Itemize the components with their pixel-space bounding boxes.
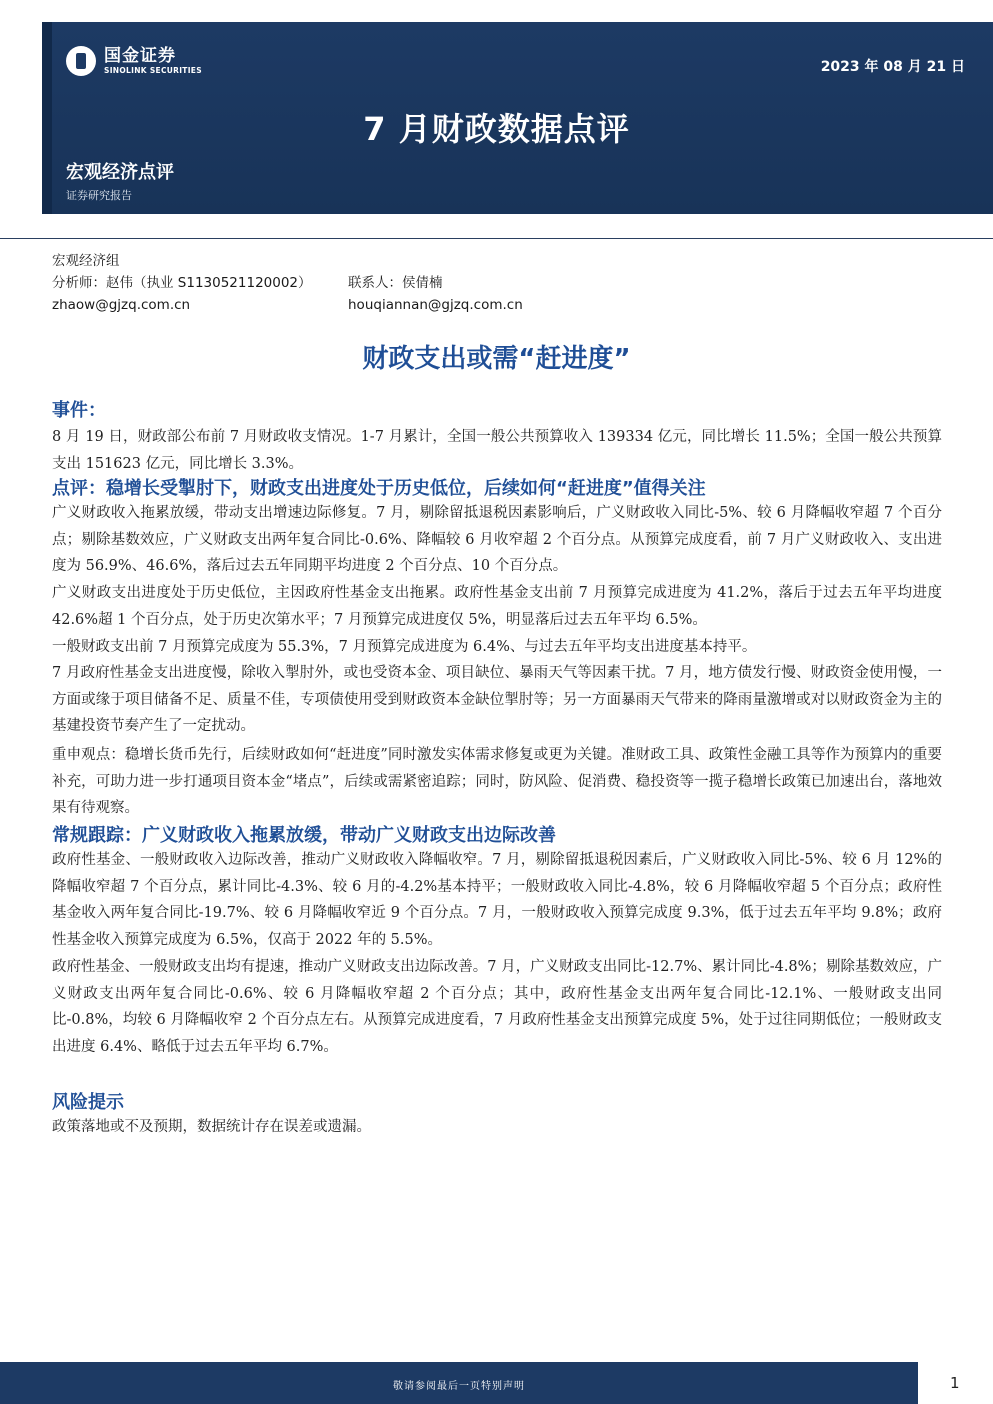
paragraph-comment-4: 7 月政府性基金支出进度慢，除收入掣肘外，或也受资本金、项目缺位、暴雨天气等因素干扰。7 月，地方债发行慢、财政资金使用慢，一方面或缘于项目储备不足、质量不佳，专项债使用受到财政资本金缺位掣肘等；另一方面暴雨天气带来的降雨量激增或对以财政资金为主的基建投资节奏产生了一定扰动。 [52, 665, 942, 734]
paragraph-tracking-1: 政府性基金、一般财政收入边际改善，推动广义财政收入降幅收窄。7 月，剔除留抵退税因素后，广义财政收入同比-5%、较 6 月 12%的降幅收窄超 7 个百分点，累计同比-4.3%、较 6 月的-4.2%基本持平；一般财政收入同比-4.8%，较 6 月降幅收窄超 5 个百分点；政府性基金收入两年复合同比-19.7%、较 6 月降幅收窄近 9 个百分点。7 月，一般财政收入预算完成度 9.3%，低于过去五年平均 9.8%；政府性基金收入预算完成度为 6.5%，仅高于 2022 年的 5.5%。 [52, 852, 942, 948]
article-headline: 财政支出或需“赶进度” [362, 344, 631, 374]
paragraph-risk: 政策落地或不及预期，数据统计存在误差或遗漏。 [52, 1119, 371, 1135]
paragraph-comment-1: 广义财政收入拖累放缓，带动支出增速边际修复。7 月，剔除留抵退税因素影响后，广义财政收入同比-5%、较 6 月降幅收窄超 7 个百分点；剔除基数效应，广义财政支出两年复合同比-0.6%、降幅较 6 月收窄超 2 个百分点。从预算完成度看，前 7 月广义财政收入、支出进度为 56.9%、46.6%，落后过去五年同期平均进度 2 个百分点、10 个百分点。 [52, 505, 942, 574]
section-title-comment: 点评：稳增长受掣肘下，财政支出进度处于历史低位，后续如何“赶进度”值得关注 [52, 478, 706, 499]
footer-disclaimer[interactable]: 敬请参阅最后一页特别声明 [393, 1381, 525, 1392]
author-row [52, 272, 523, 294]
paragraph-comment-2: 广义财政支出进度处于历史低位，主因政府性基金支出拖累。政府性基金支出前 7 月预算完成进度为 41.2%，落后于过去五年平均进度 42.6%超 1 个百分点，处于历史次第水平；7 月预算完成进度仅 5%，明显落后过去五年平均 6.5%。 [52, 585, 942, 628]
header-divider [0, 238, 993, 239]
paragraph-event: 8 月 19 日，财政部公布前 7 月财政收支情况。1-7 月累计，全国一般公共预算收入 139334 亿元，同比增长 11.5%；全国一般公共预算支出 151623 亿元，同比增长 3.3%。 [52, 429, 942, 472]
page-number: 1 [950, 1374, 960, 1392]
contact-name: 联系人：侯倩楠 [348, 275, 443, 291]
research-group: 宏观经济组 [52, 253, 120, 269]
analyst-email[interactable]: zhaow@gjzq.com.cn [52, 297, 191, 313]
logo-en: SINOLINK SECURITIES [104, 65, 202, 75]
report-date: 2023 年 08 月 21 日 [820, 59, 965, 75]
section-title-tracking: 常规跟踪：广义财政收入拖累放缓，带动广义财政支出边际改善 [52, 825, 556, 846]
analyst-name: 分析师：赵伟（执业 S1130521120002） [52, 275, 312, 291]
email-row [52, 294, 523, 316]
section-title-risk: 风险提示 [52, 1092, 124, 1113]
logo-text [104, 47, 202, 76]
report-type: 宏观经济点评 [66, 162, 174, 183]
paragraph-comment-5: 重申观点：稳增长货币先行，后续财政如何“赶进度”同时激发实体需求修复或更为关键。准财政工具、政策性金融工具等作为预算内的重要补充，可助力进一步打通项目资本金“堵点”，后续或需紧密追踪；同时，防风险、促消费、稳投资等一揽子稳增长政策已加速出台，落地效果有待观察。 [52, 747, 942, 816]
logo-cn: 国金证券 [104, 45, 176, 66]
paragraph-tracking-2: 政府性基金、一般财政支出均有提速，推动广义财政支出边际改善。7 月，广义财政支出同比-12.7%、累计同比-4.8%；剔除基数效应，广义财政支出两年复合同比-0.6%、较 6 月降幅收窄超 2 个百分点；其中，政府性基金支出两年复合同比-12.1%、一般财政支出同比-0.8%，均较 6 月降幅收窄 2 个百分点左右。从预算完成进度看，7 月政府性基金支出预算完成度 5%，处于过往同期低位；一般财政支出进度 6.4%、略低于过去五年平均 6.7%。 [52, 959, 942, 1055]
logo-icon [66, 46, 96, 76]
section-title-event: 事件： [52, 400, 106, 421]
paragraph-comment-3: 一般财政支出前 7 月预算完成度为 55.3%，7 月预算完成进度为 6.4%、与过去五年平均支出进度基本持平。 [52, 639, 757, 655]
contact-email[interactable]: houqiannan@gjzq.com.cn [348, 297, 523, 313]
report-title: 7 月财政数据点评 [363, 110, 630, 148]
company-logo [66, 44, 202, 78]
author-block [52, 250, 523, 316]
report-kind: 证券研究报告 [66, 189, 132, 202]
